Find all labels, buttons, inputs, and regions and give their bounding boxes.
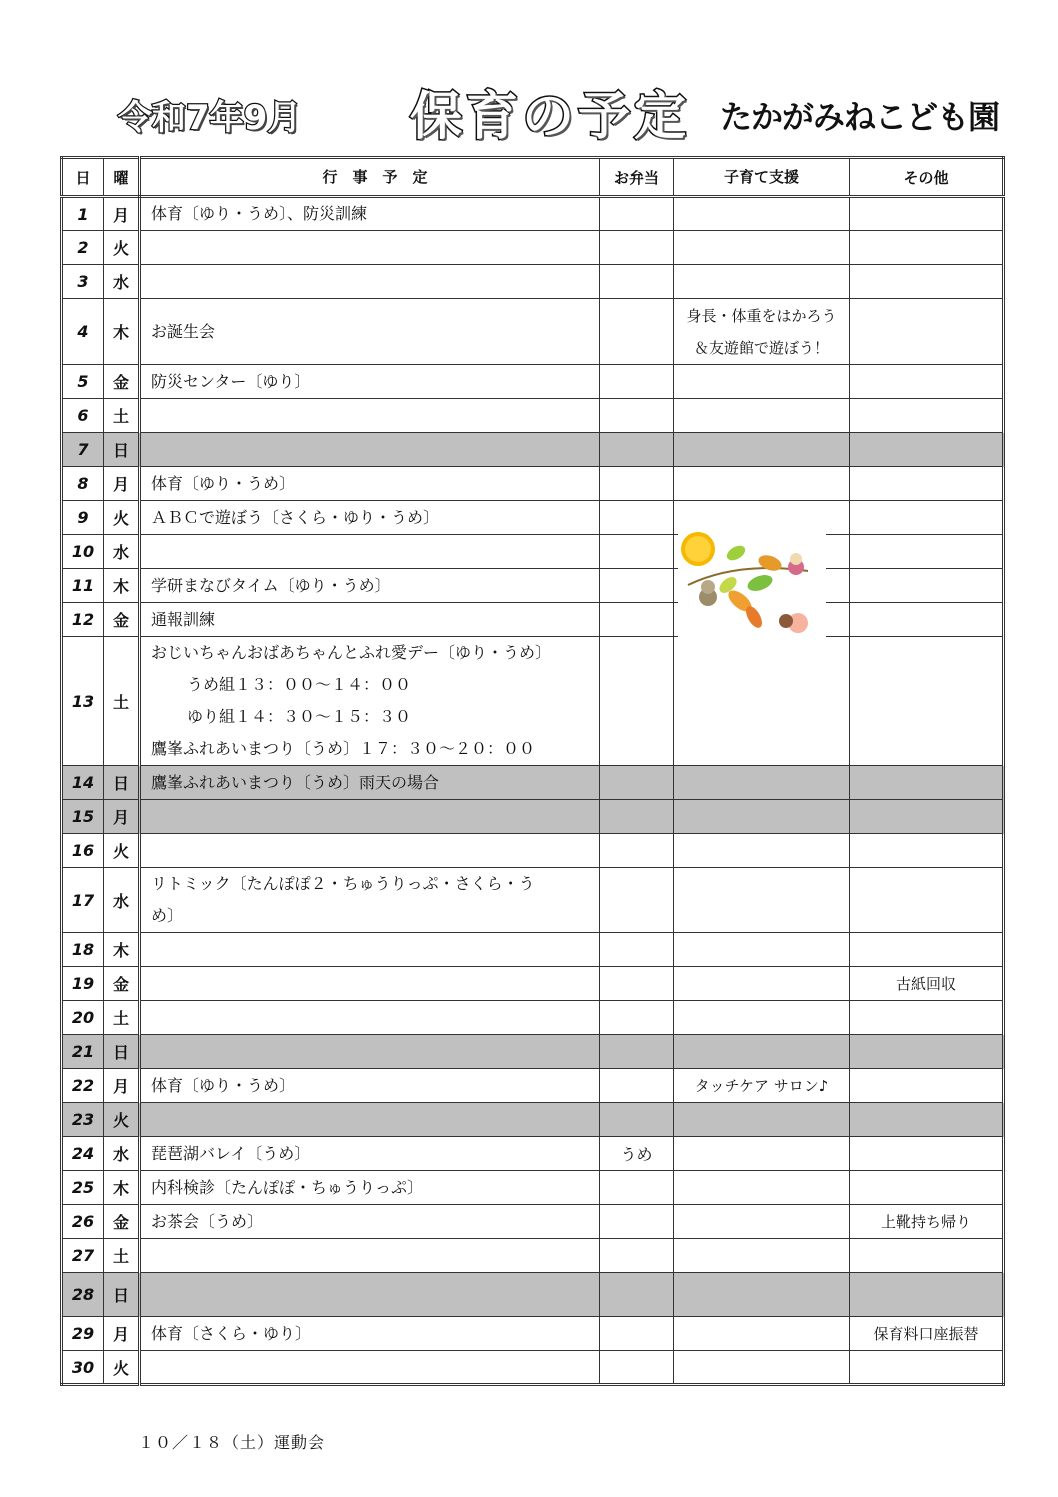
table-row [62, 933, 1004, 967]
event-text: ＡＢＣで遊ぼう〔さくら・ゆり・うめ〕 [151, 507, 440, 527]
bento-cell [600, 1001, 674, 1035]
event-text: ゆり組１４：３０～１５：３０ [187, 707, 412, 726]
table-row [62, 603, 1004, 637]
bento-cell [600, 1239, 674, 1273]
weekday-cell: 火 [104, 501, 140, 535]
weekday-cell: 金 [104, 1205, 140, 1239]
event-text: 体育〔さくら・ゆり〕 [151, 1323, 312, 1343]
day-cell: 7 [62, 433, 104, 467]
event-text: 鷹峯ふれあいまつり〔うめ〕１７：３０～２０：００ [151, 739, 536, 758]
events-cell [140, 868, 600, 933]
table-row [62, 1035, 1004, 1069]
events-cell [140, 967, 600, 1001]
day-cell: 10 [62, 535, 104, 569]
day-cell: 19 [62, 967, 104, 1001]
bento-cell [600, 1103, 674, 1137]
events-cell [140, 603, 600, 637]
events-cell [140, 637, 600, 766]
weekday-cell: 木 [104, 299, 140, 365]
day-cell: 5 [62, 365, 104, 399]
bento-cell [600, 399, 674, 433]
weekday-cell: 火 [104, 231, 140, 265]
bento-cell [600, 501, 674, 535]
support-text: タッチケア サロン♪ [694, 1076, 829, 1095]
other-cell [850, 933, 1004, 967]
table-row [62, 766, 1004, 800]
day-cell: 4 [62, 299, 104, 365]
day-cell: 16 [62, 834, 104, 868]
events-cell [140, 231, 600, 265]
table-row [62, 868, 1004, 933]
bento-cell [600, 569, 674, 603]
support-cell [674, 1001, 850, 1035]
autumn-leaves-illustration [678, 521, 826, 641]
support-cell [674, 1273, 850, 1317]
event-text: 体育〔ゆり・うめ〕 [151, 1075, 296, 1095]
other-cell [850, 467, 1004, 501]
bento-cell [600, 365, 674, 399]
table-row [62, 501, 1004, 535]
events-cell [140, 1317, 600, 1351]
event-text: リトミック〔たんぽぽ２・ちゅうりっぷ・さくら・う [151, 874, 535, 893]
events-cell [140, 1171, 600, 1205]
table-row [62, 467, 1004, 501]
bento-cell: うめ [600, 1137, 674, 1171]
day-cell: 15 [62, 800, 104, 834]
event-text: 琵琶湖バレイ〔うめ〕 [151, 1143, 311, 1163]
event-text: お誕生会 [151, 321, 216, 341]
weekday-cell: 木 [104, 569, 140, 603]
support-cell [674, 265, 850, 299]
support-cell [674, 1239, 850, 1273]
day-cell: 9 [62, 501, 104, 535]
support-cell [674, 433, 850, 467]
other-cell [850, 800, 1004, 834]
table-row [62, 1001, 1004, 1035]
table-row [62, 299, 1004, 365]
col-support: 子育て支援 [674, 158, 850, 197]
support-cell [674, 231, 850, 265]
table-row [62, 1205, 1004, 1239]
support-cell [674, 637, 850, 766]
support-text: ＆友遊館で遊ぼう！ [693, 338, 829, 357]
other-cell [850, 535, 1004, 569]
bento-cell [600, 637, 674, 766]
events-cell [140, 800, 600, 834]
table-row [62, 197, 1004, 231]
day-cell: 12 [62, 603, 104, 637]
events-cell [140, 1351, 600, 1385]
support-cell [674, 1171, 850, 1205]
other-cell [850, 197, 1004, 231]
support-text: 身長・体重をはかろう [686, 306, 837, 325]
weekday-cell: 日 [104, 433, 140, 467]
day-cell: 17 [62, 868, 104, 933]
weekday-cell: 金 [104, 603, 140, 637]
events-cell [140, 299, 600, 365]
table-row [62, 967, 1004, 1001]
events-cell [140, 834, 600, 868]
events-cell [140, 1137, 600, 1171]
bento-cell [600, 1035, 674, 1069]
table-row [62, 1137, 1004, 1171]
event-text: おじいちゃんおばあちゃんとふれ愛デー〔ゆり・うめ〕 [151, 643, 552, 662]
table-row [62, 1351, 1004, 1385]
day-cell: 18 [62, 933, 104, 967]
weekday-cell: 月 [104, 800, 140, 834]
event-text: め〕 [151, 906, 184, 925]
day-cell: 2 [62, 231, 104, 265]
events-cell [140, 1035, 600, 1069]
bento-cell [600, 1069, 674, 1103]
weekday-cell: 土 [104, 399, 140, 433]
col-weekday: 曜 [104, 158, 140, 197]
table-row [62, 1273, 1004, 1317]
events-cell [140, 766, 600, 800]
day-cell: 13 [62, 637, 104, 766]
weekday-cell: 木 [104, 933, 140, 967]
events-cell [140, 501, 600, 535]
support-cell [674, 766, 850, 800]
other-cell [850, 637, 1004, 766]
support-cell [674, 299, 850, 365]
table-row [62, 1069, 1004, 1103]
support-cell [674, 933, 850, 967]
table-row [62, 834, 1004, 868]
bento-cell [600, 197, 674, 231]
events-cell [140, 433, 600, 467]
support-cell [674, 399, 850, 433]
table-row [62, 535, 1004, 569]
school-name: たかがみねこども園 [720, 98, 1000, 136]
other-cell [850, 569, 1004, 603]
weekday-cell: 火 [104, 1351, 140, 1385]
support-cell [674, 1351, 850, 1385]
other-cell: 古紙回収 [850, 967, 1004, 1001]
weekday-cell: 金 [104, 365, 140, 399]
table-row [62, 1317, 1004, 1351]
support-cell [674, 834, 850, 868]
header-date: 令和7年9月 [118, 98, 302, 138]
table-row [62, 433, 1004, 467]
weekday-cell: 月 [104, 467, 140, 501]
table-row [62, 399, 1004, 433]
other-cell [850, 834, 1004, 868]
day-cell: 24 [62, 1137, 104, 1171]
bento-cell [600, 1273, 674, 1317]
weekday-cell: 火 [104, 834, 140, 868]
table-row [62, 265, 1004, 299]
other-cell [850, 399, 1004, 433]
bento-cell [600, 467, 674, 501]
other-cell [850, 603, 1004, 637]
event-text: 鷹峯ふれあいまつり〔うめ〕雨天の場合 [151, 772, 440, 792]
day-cell: 28 [62, 1273, 104, 1317]
other-cell [850, 365, 1004, 399]
weekday-cell: 月 [104, 197, 140, 231]
bento-cell [600, 1171, 674, 1205]
day-cell: 11 [62, 569, 104, 603]
event-text: うめ組１３：００～１４：００ [187, 675, 412, 694]
support-cell [674, 197, 850, 231]
day-cell: 1 [62, 197, 104, 231]
col-other: その他 [850, 158, 1004, 197]
weekday-cell: 火 [104, 1103, 140, 1137]
weekday-cell: 土 [104, 1001, 140, 1035]
schedule-table [60, 156, 1005, 1386]
bento-cell [600, 1317, 674, 1351]
page-title: 保育の予定 [410, 87, 691, 147]
weekday-cell: 水 [104, 868, 140, 933]
day-cell: 26 [62, 1205, 104, 1239]
other-cell [850, 265, 1004, 299]
other-cell [850, 231, 1004, 265]
other-cell [850, 501, 1004, 535]
other-cell [850, 1137, 1004, 1171]
day-cell: 14 [62, 766, 104, 800]
weekday-cell: 土 [104, 637, 140, 766]
support-cell [674, 1035, 850, 1069]
event-text: 体育〔ゆり・うめ〕 [151, 473, 296, 493]
event-text: 防災センター〔ゆり〕 [151, 371, 311, 391]
other-cell [850, 1001, 1004, 1035]
events-cell [140, 1205, 600, 1239]
weekday-cell: 月 [104, 1069, 140, 1103]
day-cell: 21 [62, 1035, 104, 1069]
event-text: 学研まなびタイム〔ゆり・うめ〕 [151, 575, 391, 595]
other-cell: 上靴持ち帰り [850, 1205, 1004, 1239]
day-cell: 3 [62, 265, 104, 299]
support-cell [674, 1317, 850, 1351]
events-cell [140, 197, 600, 231]
bento-cell [600, 1205, 674, 1239]
support-cell [674, 1069, 850, 1103]
other-cell [850, 868, 1004, 933]
weekday-cell: 土 [104, 1239, 140, 1273]
event-text: 内科検診〔たんぽぽ・ちゅうりっぷ〕 [151, 1177, 424, 1197]
events-cell [140, 399, 600, 433]
schedule-body [62, 197, 1004, 1385]
bento-cell [600, 433, 674, 467]
footer-note: １０／１８（土）運動会 [138, 1433, 326, 1452]
bento-cell [600, 535, 674, 569]
table-row [62, 1239, 1004, 1273]
support-cell [674, 1103, 850, 1137]
weekday-cell: 水 [104, 265, 140, 299]
page-header [0, 70, 1058, 147]
weekday-cell: 日 [104, 1273, 140, 1317]
other-cell: 保育料口座振替 [850, 1317, 1004, 1351]
events-cell [140, 265, 600, 299]
table-header-row [62, 158, 1004, 197]
day-cell: 29 [62, 1317, 104, 1351]
bento-cell [600, 265, 674, 299]
other-cell [850, 1035, 1004, 1069]
bento-cell [600, 299, 674, 365]
table-row [62, 365, 1004, 399]
day-cell: 23 [62, 1103, 104, 1137]
col-bento: お弁当 [600, 158, 674, 197]
bento-cell [600, 1351, 674, 1385]
weekday-cell: 日 [104, 766, 140, 800]
col-events: 行 事 予 定 [140, 158, 600, 197]
event-text: お茶会〔うめ〕 [151, 1211, 264, 1231]
bento-cell [600, 603, 674, 637]
bento-cell [600, 231, 674, 265]
weekday-cell: 月 [104, 1317, 140, 1351]
weekday-cell: 水 [104, 535, 140, 569]
table-row [62, 231, 1004, 265]
other-cell [850, 1239, 1004, 1273]
bento-cell [600, 766, 674, 800]
bento-cell [600, 868, 674, 933]
weekday-cell: 金 [104, 967, 140, 1001]
day-cell: 25 [62, 1171, 104, 1205]
support-cell [674, 1205, 850, 1239]
bento-cell [600, 834, 674, 868]
events-cell [140, 1069, 600, 1103]
other-cell [850, 1171, 1004, 1205]
day-cell: 8 [62, 467, 104, 501]
event-text: 体育〔ゆり・うめ〕、防災訓練 [151, 204, 368, 223]
support-cell [674, 365, 850, 399]
table-row [62, 1103, 1004, 1137]
other-cell [850, 766, 1004, 800]
bento-cell [600, 800, 674, 834]
support-cell [674, 868, 850, 933]
other-cell [850, 1103, 1004, 1137]
events-cell [140, 467, 600, 501]
support-cell [674, 467, 850, 501]
events-cell [140, 1103, 600, 1137]
table-row [62, 800, 1004, 834]
day-cell: 27 [62, 1239, 104, 1273]
other-cell [850, 1273, 1004, 1317]
events-cell [140, 1273, 600, 1317]
event-text: 通報訓練 [151, 609, 216, 629]
events-cell [140, 933, 600, 967]
day-cell: 6 [62, 399, 104, 433]
support-cell [674, 967, 850, 1001]
table-row [62, 637, 1004, 766]
weekday-cell: 木 [104, 1171, 140, 1205]
events-cell [140, 569, 600, 603]
other-cell [850, 1069, 1004, 1103]
table-row [62, 1171, 1004, 1205]
day-cell: 22 [62, 1069, 104, 1103]
bento-cell [600, 933, 674, 967]
support-cell [674, 800, 850, 834]
support-cell [674, 1137, 850, 1171]
weekday-cell: 日 [104, 1035, 140, 1069]
day-cell: 20 [62, 1001, 104, 1035]
table-row [62, 569, 1004, 603]
other-cell [850, 299, 1004, 365]
other-cell [850, 1351, 1004, 1385]
day-cell: 30 [62, 1351, 104, 1385]
other-cell [850, 433, 1004, 467]
col-day: 日 [62, 158, 104, 197]
events-cell [140, 1001, 600, 1035]
weekday-cell: 水 [104, 1137, 140, 1171]
events-cell [140, 365, 600, 399]
events-cell [140, 535, 600, 569]
events-cell [140, 1239, 600, 1273]
bento-cell [600, 967, 674, 1001]
